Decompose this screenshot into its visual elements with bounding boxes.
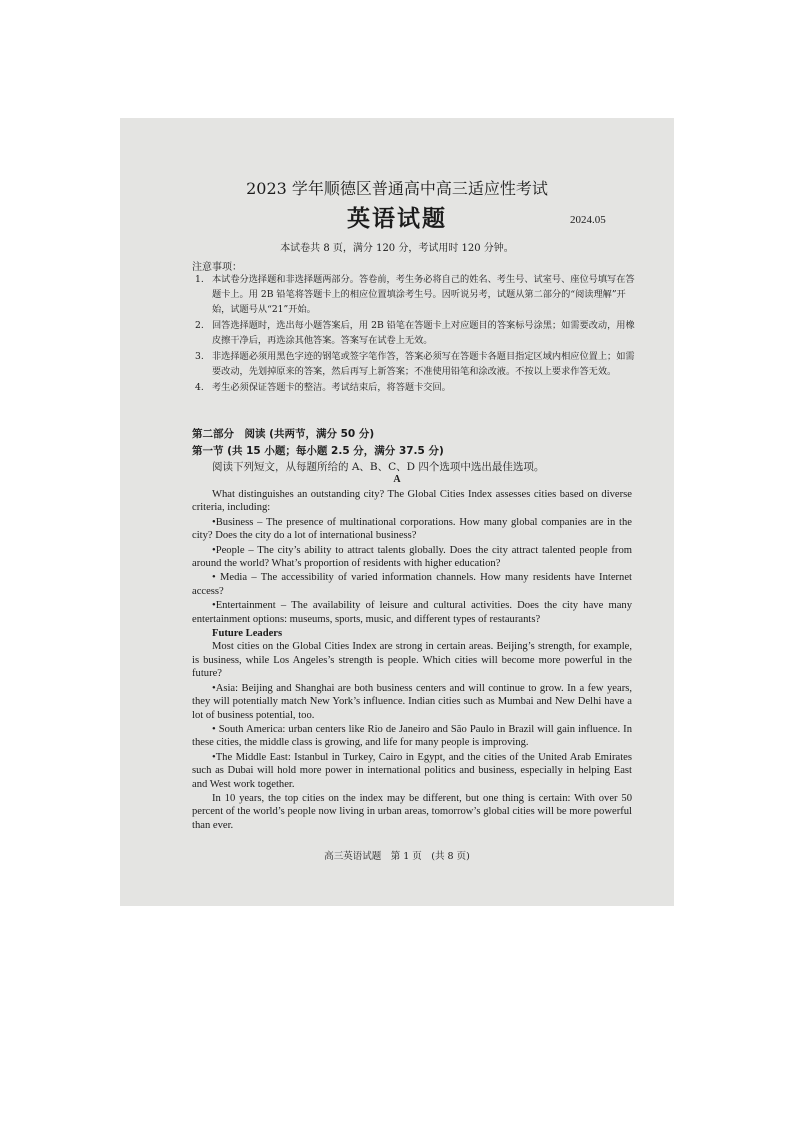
passage-paragraph: What distinguishes an outstanding city? The Global Cities Index assesses cities based on diverse criteria, including:: [192, 489, 632, 514]
subject-title: 英语试题: [347, 205, 447, 232]
notice-text: 非选择题必须用黑色字迹的钢笔或签字笔作答，答案必须写在答题卡各题目指定区域内相应位置上；如需要改动，先划掉原来的答案，然后再写上新答案；不准使用铅笔和涂改液。不按以上要求作答无效。: [212, 351, 635, 377]
notice-item: [192, 349, 642, 379]
notice-number: 1.: [195, 274, 204, 285]
page-footer: 高三英语试题 第 1 页 (共 8 页): [324, 851, 470, 862]
passage-paragraph: •Asia: Beijing and Shanghai are both business centers and will continue to grow. In a few years, they will potentially match New York’s influence. Indian cities such as Mumbai and New Delhi have a lot of business potential, too.: [192, 682, 632, 721]
notice-item: [192, 272, 642, 317]
passage-paragraph: •Business – The presence of multinational corporations. How many global companies are in the city? Does the city do a lot of international business?: [192, 516, 632, 542]
passage-paragraph: • South America: urban centers like Rio de Janeiro and São Paulo in Brazil will gain influence. In these cities, the middle class is growing, and life for many people is improving.: [192, 723, 632, 749]
notice-item: [192, 380, 642, 395]
notice-number: 2.: [195, 320, 204, 331]
notice-text: 回答选择题时，选出每小题答案后，用 2B 铅笔在答题卡上对应题目的答案标号涂黑；如需要改动，用橡皮擦干净后，再选涂其他答案。答案写在试卷上无效。: [212, 320, 635, 346]
notice-number: 3.: [195, 351, 204, 362]
passage-paragraph: • Media – The accessibility of varied information channels. How many residents have Internet access?: [192, 572, 632, 597]
exam-info: 本试卷共 8 页，满分 120 分，考试用时 120 分钟。: [280, 243, 514, 254]
passage-paragraph: Most cities on the Global Cities Index are strong in certain areas. Beijing’s strength, for example, is business, while Los Angeles’s strength is people. Which cities will become more powerful in the future?: [192, 641, 632, 680]
exam-page: [120, 118, 674, 906]
section-heading: 第二部分 阅读 (共两节，满分 50 分): [192, 428, 375, 440]
notice-item: [192, 318, 642, 348]
subsection-heading: 第一节 (共 15 小题；每小题 2.5 分，满分 37.5 分): [192, 445, 444, 457]
notice-heading: 注意事项：: [192, 262, 242, 273]
notice-list: [192, 272, 642, 396]
passage-paragraph: In 10 years, the top cities on the index may be different, but one thing is certain: With over 50 percent of the world’s people now living in urban areas, tomorrow’s global cities will be more powerful than ever.: [192, 792, 632, 831]
passage-subheading: Future Leaders: [212, 628, 283, 640]
passage-paragraph: •The Middle East: Istanbul in Turkey, Cairo in Egypt, and the cities of the United Arab Emirates such as Dubai will hold more power in international politics and business, especially in helping East and West work together.: [192, 751, 632, 790]
passage-paragraph: •People – The city’s ability to attract talents globally. Does the city attract talented people from around the world? What’s proportion of residents with higher education?: [192, 544, 632, 570]
reading-passage: [192, 488, 632, 833]
exam-date: 2024.05: [570, 214, 606, 226]
notice-number: 4.: [195, 382, 204, 393]
passage-letter: A: [393, 474, 401, 485]
passage-paragraph: •Entertainment – The availability of leisure and cultural activities. Does the city have many entertainment options: museums, sports, music, and different types of restaurants?: [192, 600, 632, 625]
section-instruction: 阅读下列短文，从每题所给的 A、B、C、D 四个选项中选出最佳选项。: [212, 461, 545, 473]
exam-title: 2023 学年顺德区普通高中高三适应性考试: [246, 179, 548, 198]
notice-text: 考生必须保证答题卡的整洁。考试结束后，将答题卡交回。: [212, 382, 451, 393]
notice-text: 本试卷分选择题和非选择题两部分。答卷前，考生务必将自己的姓名、考生号、试室号、座位号填写在答题卡上。用 2B 铅笔将答题卡上的相应位置填涂考生号。因听说另考，试题从第二部分的“阅读理解”开始，试题号从“21”开始。: [212, 274, 635, 315]
